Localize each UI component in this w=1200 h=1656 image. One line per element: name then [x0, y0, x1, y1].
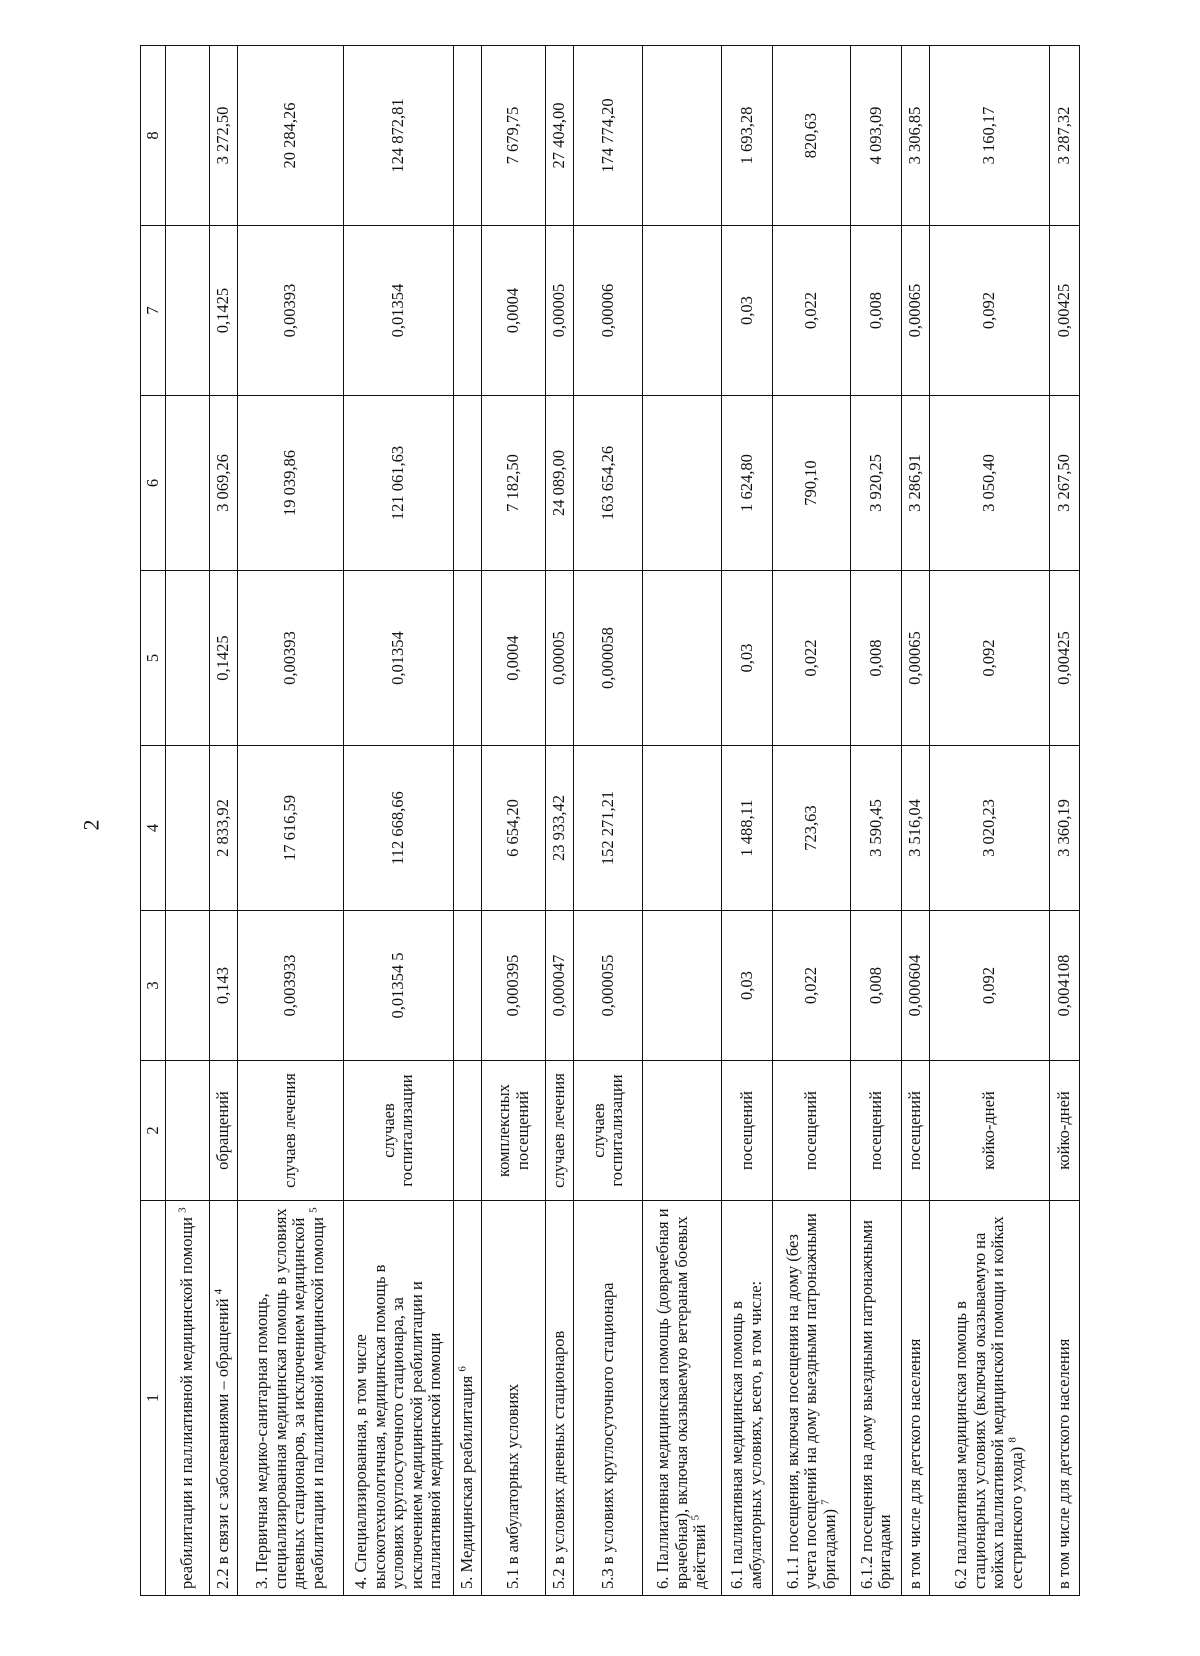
- table-row: [772, 46, 851, 1596]
- value-cell-c8: 820,63: [772, 46, 851, 226]
- value-cell-c8: 20 284,26: [237, 46, 343, 226]
- value-cell-c5: 0,00065: [902, 571, 930, 746]
- unit-cell: посещений: [772, 1061, 851, 1201]
- row-name-cell: [237, 1201, 343, 1596]
- row-name: в том числе для детского населения: [905, 1338, 925, 1589]
- table-row: [453, 46, 481, 1596]
- row-name: реабилитации и паллиативной медицинской помощи: [177, 1216, 197, 1589]
- value-cell-c7: [166, 226, 210, 396]
- value-cell-c3: 0,003933: [237, 911, 343, 1061]
- row-name-cell: [343, 1201, 453, 1596]
- row-name-cell: [166, 1201, 210, 1596]
- value-cell-c6: 7 182,50: [481, 396, 546, 571]
- value-cell-c6: [643, 396, 722, 571]
- col-header: 5: [141, 571, 166, 746]
- table-row: [929, 46, 1049, 1596]
- unit-cell: случаев госпитализации: [343, 1061, 453, 1201]
- table-row: [721, 46, 772, 1596]
- value-cell-c5: [166, 571, 210, 746]
- row-name-cell: [851, 1201, 902, 1596]
- value-cell-c8: 174 774,20: [574, 46, 643, 226]
- col-header: 8: [141, 46, 166, 226]
- value-cell-c3: [453, 911, 481, 1061]
- value-cell-c7: 0,008: [851, 226, 902, 396]
- value-cell-c3: 0,008: [851, 911, 902, 1061]
- value-cell-c5: 0,00393: [237, 571, 343, 746]
- value-cell-c3: 0,000047: [546, 911, 574, 1061]
- value-cell-c4: 23 933,42: [546, 746, 574, 911]
- row-name: 6. Паллиативная медицинская помощь (доврачебная и врачебная), включая оказываемую ветеранам боевых действий: [653, 1208, 710, 1589]
- value-cell-c5: 0,022: [772, 571, 851, 746]
- value-cell-c6: 3 286,91: [902, 396, 930, 571]
- row-name-cell: [772, 1201, 851, 1596]
- row-name-cell: [453, 1201, 481, 1596]
- value-cell-c3: 0,143: [209, 911, 237, 1061]
- value-cell-c3: [643, 911, 722, 1061]
- value-cell-c5: 0,008: [851, 571, 902, 746]
- row-name: 3. Первичная медико-санитарная помощь, специализированная медицинская помощь в условиях дневных стационаров, за исключением медицинской реабилитации и паллиативной медицинской помощи: [252, 1208, 327, 1589]
- value-cell-c6: [453, 396, 481, 571]
- col-header: 3: [141, 911, 166, 1061]
- value-cell-c6: 1 624,80: [721, 396, 772, 571]
- row-name: 6.1.2 посещения на дому выездными патронажными бригадами: [856, 1219, 895, 1589]
- value-cell-c7: 0,00005: [546, 226, 574, 396]
- col-header: 2: [141, 1061, 166, 1201]
- norms-table: [140, 45, 1080, 1596]
- table-row: [1049, 46, 1079, 1596]
- value-cell-c4: [166, 746, 210, 911]
- value-cell-c3: 0,000055: [574, 911, 643, 1061]
- row-name-cell: [574, 1201, 643, 1596]
- value-cell-c7: 0,092: [929, 226, 1049, 396]
- table-row: [481, 46, 546, 1596]
- table-row: [574, 46, 643, 1596]
- table-row: [902, 46, 930, 1596]
- value-cell-c5: 0,00425: [1049, 571, 1079, 746]
- footnote-mark: 5: [307, 1207, 320, 1213]
- unit-cell: [643, 1061, 722, 1201]
- value-cell-c4: 152 271,21: [574, 746, 643, 911]
- value-cell-c6: 19 039,86: [237, 396, 343, 571]
- value-cell-c4: 6 654,20: [481, 746, 546, 911]
- value-cell-c8: 3 272,50: [209, 46, 237, 226]
- value-cell-c3: 0,004108: [1049, 911, 1079, 1061]
- value-cell-c8: 3 160,17: [929, 46, 1049, 226]
- value-cell-c6: [166, 396, 210, 571]
- unit-cell: случаев лечения: [237, 1061, 343, 1201]
- row-name: 5. Медицинская реабилитация: [457, 1375, 477, 1589]
- unit-cell: койко-дней: [929, 1061, 1049, 1201]
- value-cell-c7: 0,00425: [1049, 226, 1079, 396]
- value-cell-c6: 3 267,50: [1049, 396, 1079, 571]
- footnote-mark: 5: [689, 1514, 702, 1521]
- table-row: [166, 46, 210, 1596]
- value-cell-c7: 0,03: [721, 226, 772, 396]
- footnote-mark: 4: [212, 1288, 225, 1295]
- value-cell-c7: [453, 226, 481, 396]
- table-row: [546, 46, 574, 1596]
- row-name-cell: [546, 1201, 574, 1596]
- value-cell-c5: 0,092: [929, 571, 1049, 746]
- value-cell-c6: 3 050,40: [929, 396, 1049, 571]
- row-name-cell: [929, 1201, 1049, 1596]
- table-row: [643, 46, 722, 1596]
- value-cell-c8: [643, 46, 722, 226]
- value-cell-c5: 0,03: [721, 571, 772, 746]
- footnote-mark: 8: [1006, 1437, 1019, 1443]
- unit-cell: комплексных посещений: [481, 1061, 546, 1201]
- value-cell-c4: 3 360,19: [1049, 746, 1079, 911]
- row-name: 5.1 в амбулаторных условиях: [503, 1383, 523, 1589]
- value-cell-c8: 124 872,81: [343, 46, 453, 226]
- value-cell-c3: [166, 911, 210, 1061]
- value-cell-c6: 163 654,26: [574, 396, 643, 571]
- row-name-cell: [481, 1201, 546, 1596]
- row-name: 6.2 паллиативная медицинская помощь в стационарных условиях (включая оказываемую на койках паллиативной медицинской помощи и койках сестринского ухода): [951, 1216, 1026, 1589]
- table-row: [851, 46, 902, 1596]
- footnote-mark: 6: [456, 1366, 469, 1372]
- rotated-table-wrapper: [140, 46, 1080, 1596]
- value-cell-c4: 112 668,66: [343, 746, 453, 911]
- value-cell-c4: 2 833,92: [209, 746, 237, 911]
- value-cell-c3: 0,03: [721, 911, 772, 1061]
- value-cell-c3: 0,000604: [902, 911, 930, 1061]
- value-cell-c7: 0,0004: [481, 226, 546, 396]
- value-cell-c4: 3 020,23: [929, 746, 1049, 911]
- value-cell-c6: 3 069,26: [209, 396, 237, 571]
- row-name: 2.2 в связи с заболеваниями – обращений: [213, 1298, 232, 1589]
- value-cell-c8: 1 693,28: [721, 46, 772, 226]
- row-name: 4. Специализированная, в том числе высокотехнологичная, медицинская помощь в условиях круглосуточного стационара, за исключением медицинской реабилитации и паллиативной медицинской помощи: [351, 1264, 445, 1589]
- value-cell-c6: 3 920,25: [851, 396, 902, 571]
- row-name: в том числе для детского населения: [1054, 1338, 1074, 1589]
- row-name-cell: [1049, 1201, 1079, 1596]
- value-cell-c5: 0,01354: [343, 571, 453, 746]
- table-row: [343, 46, 453, 1596]
- col-header: 6: [141, 396, 166, 571]
- value-cell-c7: 0,1425: [209, 226, 237, 396]
- value-cell-c3: 0,01354 5: [343, 911, 453, 1061]
- value-cell-c5: 0,0004: [481, 571, 546, 746]
- unit-cell: койко-дней: [1049, 1061, 1079, 1201]
- row-name: 6.1.1 посещения, включая посещения на дому (без учета посещений на дому выездными патронажными бригадами): [782, 1213, 839, 1589]
- value-cell-c7: 0,022: [772, 226, 851, 396]
- value-cell-c8: 4 093,09: [851, 46, 902, 226]
- value-cell-c4: [453, 746, 481, 911]
- value-cell-c7: 0,01354: [343, 226, 453, 396]
- page-number: 2: [78, 819, 104, 831]
- value-cell-c4: 17 616,59: [237, 746, 343, 911]
- value-cell-c5: 0,1425: [209, 571, 237, 746]
- footnote-mark: 7: [819, 1499, 832, 1505]
- col-header: 7: [141, 226, 166, 396]
- unit-cell: посещений: [902, 1061, 930, 1201]
- value-cell-c8: 3 306,85: [902, 46, 930, 226]
- row-name: 5.3 в условиях круглосуточного стационара: [597, 1282, 617, 1589]
- value-cell-c5: 0,000058: [574, 571, 643, 746]
- value-cell-c5: [453, 571, 481, 746]
- footnote-mark: 3: [176, 1207, 189, 1213]
- value-cell-c7: 0,00065: [902, 226, 930, 396]
- unit-cell: случаев лечения: [546, 1061, 574, 1201]
- value-cell-c4: 3 590,45: [851, 746, 902, 911]
- value-cell-c5: [643, 571, 722, 746]
- row-name: 6.1 паллиативная медицинская помощь в амбулаторных условиях, всего, в том числе:: [727, 1280, 765, 1589]
- value-cell-c8: 27 404,00: [546, 46, 574, 226]
- unit-cell: посещений: [851, 1061, 902, 1201]
- row-name: 5.2 в условиях дневных стационаров: [549, 1330, 569, 1589]
- value-cell-c5: 0,00005: [546, 571, 574, 746]
- row-name-cell: [902, 1201, 930, 1596]
- value-cell-c3: 0,092: [929, 911, 1049, 1061]
- value-cell-c6: 121 061,63: [343, 396, 453, 571]
- value-cell-c6: 790,10: [772, 396, 851, 571]
- value-cell-c4: 1 488,11: [721, 746, 772, 911]
- value-cell-c8: [453, 46, 481, 226]
- unit-cell: случаев госпитализации: [574, 1061, 643, 1201]
- row-name-cell: [721, 1201, 772, 1596]
- col-header: 1: [141, 1201, 166, 1596]
- value-cell-c8: 3 287,32: [1049, 46, 1079, 226]
- value-cell-c7: [643, 226, 722, 396]
- value-cell-c3: 0,022: [772, 911, 851, 1061]
- value-cell-c4: 3 516,04: [902, 746, 930, 911]
- unit-cell: [166, 1061, 210, 1201]
- unit-cell: обращений: [209, 1061, 237, 1201]
- value-cell-c3: 0,000395: [481, 911, 546, 1061]
- value-cell-c6: 24 089,00: [546, 396, 574, 571]
- col-header: 4: [141, 746, 166, 911]
- column-number-row: [141, 46, 166, 1596]
- value-cell-c7: 0,00006: [574, 226, 643, 396]
- value-cell-c8: 7 679,75: [481, 46, 546, 226]
- value-cell-c7: 0,00393: [237, 226, 343, 396]
- table-row: [209, 46, 237, 1596]
- row-name-cell: [643, 1201, 722, 1596]
- value-cell-c4: 723,63: [772, 746, 851, 911]
- value-cell-c4: [643, 746, 722, 911]
- value-cell-c8: [166, 46, 210, 226]
- table-row: [237, 46, 343, 1596]
- row-name-cell: [209, 1201, 237, 1596]
- unit-cell: посещений: [721, 1061, 772, 1201]
- unit-cell: [453, 1061, 481, 1201]
